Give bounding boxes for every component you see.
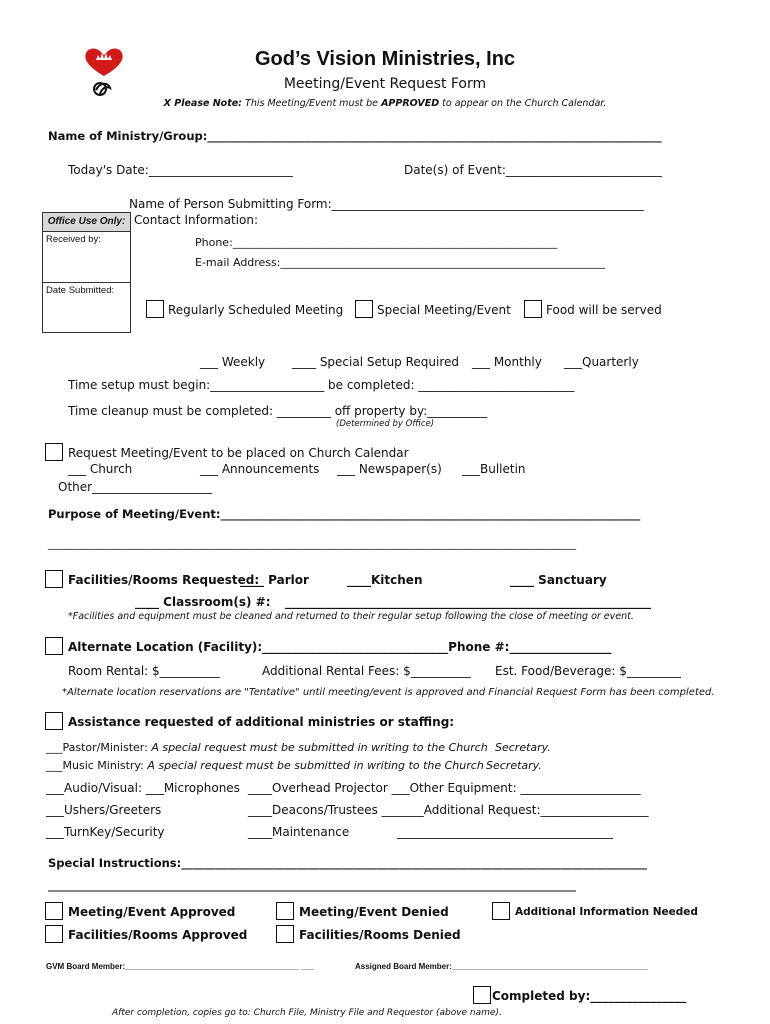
pastor-note: A special request must be submitted in writing to the Church [151,741,488,754]
event-denied-checkbox[interactable] [276,902,294,920]
overhead-projector-option[interactable]: ____Overhead Projector ___Other Equipment: ____________________ [248,781,641,795]
event-approved-label: Meeting/Event Approved [68,905,236,919]
additional-fees-field[interactable]: Additional Rental Fees: $__________ [262,664,471,678]
event-denied-label: Meeting/Event Denied [299,905,449,919]
deacons-option[interactable]: ____Deacons/Trustees _______Additional Request:__________________ [248,803,649,817]
room-rental-field[interactable]: Room Rental: $__________ [68,664,220,678]
rooms-denied-checkbox[interactable] [276,925,294,943]
music-row [46,759,484,772]
note-text-2: to appear on the Church Calendar. [442,98,607,109]
quarterly-option[interactable]: ___Quarterly [564,355,639,369]
food-served-checkbox[interactable] [524,300,542,318]
facilities-checkbox[interactable] [45,570,63,588]
turnkey-option[interactable]: ___TurnKey/Security [46,825,165,839]
monthly-option[interactable]: ___ Monthly [472,355,542,369]
office-use-box [42,212,131,333]
setup-begin-field[interactable]: Time setup must begin:___________________ [68,378,325,392]
audio-visual-option[interactable]: ___Audio/Visual: ___Microphones [46,781,240,795]
alternate-note: *Alternate location reservations are "Tentative" until meeting/event is approved and Financial Request Form has been completed. [62,687,715,698]
form-title: Meeting/Event Request Form [283,76,487,92]
maintenance-option[interactable]: ____Maintenance [248,825,350,839]
copies-note: After completion, copies go to: Church File, Ministry File and Requestor (above name). [112,1008,502,1018]
alternate-location-checkbox[interactable] [45,637,63,655]
rooms-approved-label: Facilities/Rooms Approved [68,928,248,942]
special-instructions-field[interactable]: Special Instructions:_________________________________________________________________________________ [48,856,647,870]
additional-info-label: Additional Information Needed [515,906,698,918]
event-dates-field[interactable]: Date(s) of Event:__________________________ [404,163,662,177]
newspaper-option[interactable]: ___ Newspaper(s) [337,462,442,476]
regular-meeting-checkbox[interactable] [146,300,164,318]
special-meeting-checkbox[interactable] [355,300,373,318]
determined-note: (Determined by Office) [336,419,435,429]
music-note-end: Secretary. [486,759,542,772]
purpose-field[interactable]: Purpose of Meeting/Event:_________________________________________________________________________ [48,507,641,521]
rooms-denied-label: Facilities/Rooms Denied [299,928,461,942]
received-by-label: Received by: [46,234,101,245]
pastor-option[interactable]: ___Pastor/Minister: [46,741,148,754]
contact-label: Contact Information: [134,213,259,227]
facilities-note: *Facilities and equipment must be cleaned and returned to their regular setup following the close of meeting or event. [68,611,634,622]
cleanup-field[interactable]: Time cleanup must be completed: _________ off property by:__________ [68,404,488,418]
kitchen-option[interactable]: ____Kitchen [347,573,423,587]
alternate-location-field[interactable]: Alternate Location (Facility):_______________________________Phone #:_________________ [68,640,612,654]
office-use-header: Office Use Only: [43,213,130,232]
gvm-board-member-field[interactable]: GVM Board Member:_______________________________________ ___ [46,962,315,971]
assistance-checkbox[interactable] [45,712,63,730]
setup-completed-field[interactable]: be completed: __________________________ [328,378,575,392]
music-option[interactable]: ___Music Ministry: [46,759,144,772]
additional-info-checkbox[interactable] [492,902,510,920]
announcements-option[interactable]: ___ Announcements [200,462,320,476]
weekly-option[interactable]: ___ Weekly [200,355,266,369]
todays-date-field[interactable]: Today's Date:________________________ [68,163,293,177]
pastor-row [46,741,488,754]
email-field[interactable]: E-mail Address:___________________________________________________________ [195,256,605,269]
assigned-board-member-field[interactable]: Assigned Board Member:____________________________________________ [355,962,648,971]
org-name: God’s Vision Ministries, Inc [254,48,516,70]
phone-field[interactable]: Phone:___________________________________________________________ [195,236,558,249]
other-field[interactable]: Other____________________ [58,480,213,494]
assistance-label: Assistance requested of additional ministries or staffing: [68,715,455,729]
special-instructions-line[interactable]: ________________________________________________________________________________________________ [48,879,576,892]
church-option[interactable]: ___ Church [68,462,133,476]
regular-meeting-label: Regularly Scheduled Meeting [168,303,344,317]
rooms-approved-checkbox[interactable] [45,925,63,943]
special-meeting-label: Special Meeting/Event [377,303,511,317]
ministry-field[interactable]: Name of Ministry/Group:_______________________________________________________________________________ [48,129,662,143]
submitter-field[interactable]: Name of Person Submitting Form:____________________________________________________ [129,197,644,211]
approval-note [0,98,770,109]
note-prefix: X Please Note: [163,98,242,109]
sanctuary-option[interactable]: ____ Sanctuary [510,573,607,587]
ushers-option[interactable]: ___Ushers/Greeters [46,803,162,817]
music-note: A special request must be submitted in writing to the Church [147,759,484,772]
date-submitted-label: Date Submitted: [46,285,115,296]
event-approved-checkbox[interactable] [45,902,63,920]
pastor-note-end: Secretary. [495,741,551,754]
calendar-request-checkbox[interactable] [45,443,63,461]
completed-by-checkbox[interactable] [473,986,491,1004]
parlor-option[interactable]: ____ Parlor [240,573,309,587]
bulletin-option[interactable]: ___Bulletin [462,462,526,476]
classroom-option[interactable]: ____ Classroom(s) #: [135,595,271,609]
setup-required-option[interactable]: ____ Special Setup Required [292,355,460,369]
maintenance-line[interactable]: ____________________________________ [397,825,613,839]
completed-by-field[interactable]: Completed by:________________ [492,989,687,1003]
food-served-label: Food will be served [546,303,662,317]
calendar-request-label: Request Meeting/Event to be placed on Church Calendar [68,446,409,460]
note-text-1: This Meeting/Event must be [245,98,379,109]
note-emphasis: APPROVED [381,98,440,109]
food-beverage-field[interactable]: Est. Food/Beverage: $_________ [495,664,681,678]
facilities-label: Facilities/Rooms Requested: [68,573,260,587]
purpose-line[interactable]: ________________________________________________________________________________________________ [48,537,576,550]
classroom-line[interactable]: _____________________________________________________________ [285,595,651,609]
